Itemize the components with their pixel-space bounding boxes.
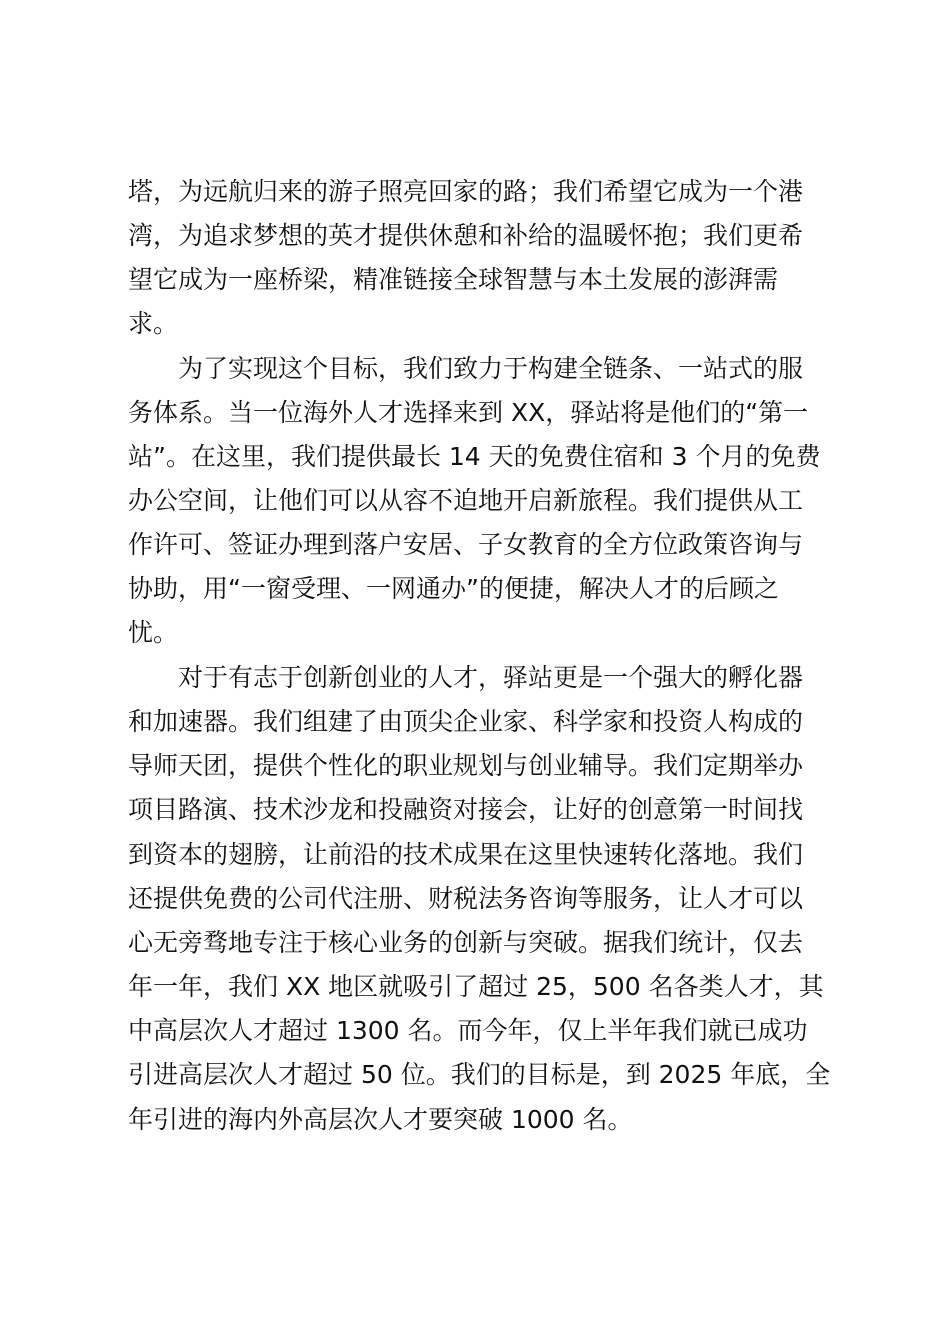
text-line: 到资本的翅膀，让前沿的技术成果在这里快速转化落地。我们: [128, 840, 804, 869]
text-line: 年一年，我们 XX 地区就吸引了超过 25，500 名各类人才，其: [128, 972, 824, 1001]
text-line: 心无旁骛地专注于核心业务的创新与突破。据我们统计，仅去: [128, 928, 804, 957]
text-line: 求。: [128, 309, 179, 338]
text-line: 和加速器。我们组建了由顶尖企业家、科学家和投资人构成的: [128, 707, 804, 736]
text-line: 协助，用“一窗受理、一网通办”的便捷，解决人才的后顾之: [128, 574, 779, 603]
text-line: 年引进的海内外高层次人才要突破 1000 名。: [128, 1105, 633, 1134]
text-line: 为了实现这个目标，我们致力于构建全链条、一站式的服: [178, 354, 804, 383]
text-line: 湾，为追求梦想的英才提供休憩和补给的温暖怀抱；我们更希: [128, 221, 804, 250]
text-line: 对于有志于创新创业的人才，驿站更是一个强大的孵化器: [178, 663, 804, 692]
text-line: 忧。: [128, 618, 179, 647]
text-line: 引进高层次人才超过 50 位。我们的目标是，到 2025 年底，全: [128, 1060, 831, 1089]
text-line: 还提供免费的公司代注册、财税法务咨询等服务，让人才可以: [128, 884, 804, 913]
text-line: 作许可、签证办理到落户安居、子女教育的全方位政策咨询与: [128, 530, 804, 559]
text-line: 项目路演、技术沙龙和投融资对接会，让好的创意第一时间找: [128, 795, 804, 824]
text-line: 中高层次人才超过 1300 名。而今年，仅上半年我们就已成功: [128, 1016, 808, 1045]
text-line: 办公空间，让他们可以从容不迫地开启新旅程。我们提供从工: [128, 486, 804, 515]
text-line: 导师天团，提供个性化的职业规划与创业辅导。我们定期举办: [128, 751, 804, 780]
text-line: 望它成为一座桥梁，精准链接全球智慧与本土发展的澎湃需: [128, 265, 779, 294]
text-line: 务体系。当一位海外人才选择来到 XX，驿站将是他们的“第一: [128, 398, 809, 427]
text-line: 站”。在这里，我们提供最长 14 天的免费住宿和 3 个月的免费: [128, 442, 821, 471]
text-line: 塔，为远航归来的游子照亮回家的路；我们希望它成为一个港: [128, 177, 804, 206]
